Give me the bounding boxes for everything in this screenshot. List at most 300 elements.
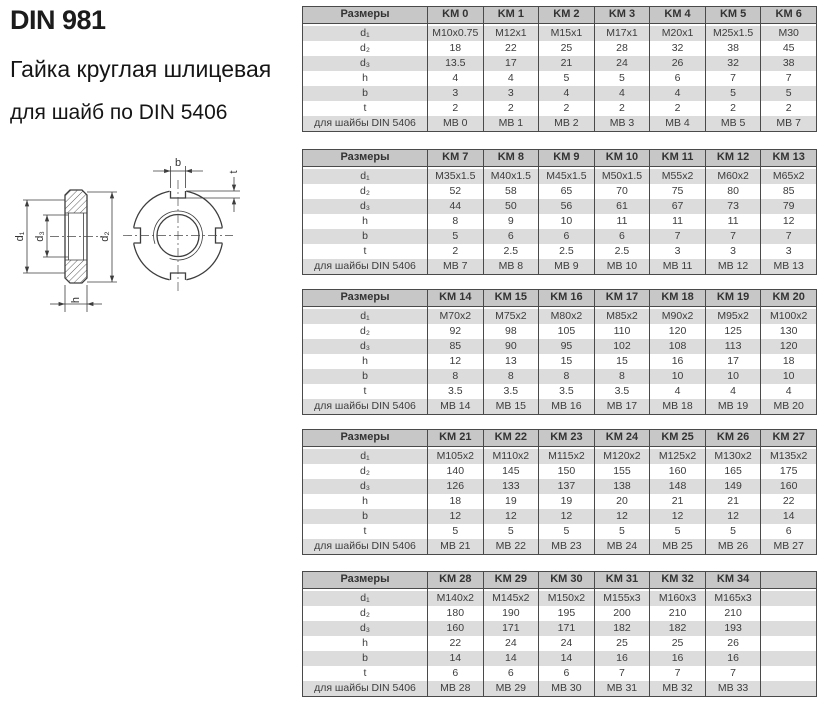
value-cell: M135x2 xyxy=(761,449,817,464)
header-row xyxy=(303,150,817,167)
dim-label-b: b xyxy=(174,157,182,169)
value-cell: M125x2 xyxy=(650,449,706,464)
value-cell: 160 xyxy=(650,464,706,479)
table-row xyxy=(303,681,817,697)
table-row xyxy=(303,116,817,132)
value-cell: 6 xyxy=(483,666,539,681)
row-label-cell: d₃ xyxy=(303,621,428,636)
value-cell: 12 xyxy=(761,214,817,229)
value-cell: 155 xyxy=(594,464,650,479)
value-cell: MB 27 xyxy=(761,539,817,555)
value-cell: MB 14 xyxy=(428,399,484,415)
value-cell: 3 xyxy=(761,244,817,259)
column-header-cell: KM 5 xyxy=(705,7,761,24)
value-cell: M155x3 xyxy=(594,591,650,606)
value-cell: 24 xyxy=(483,636,539,651)
header-row xyxy=(303,290,817,307)
value-cell: 79 xyxy=(761,199,817,214)
row-label-cell: d₂ xyxy=(303,324,428,339)
value-cell: 2 xyxy=(483,101,539,116)
value-cell: 5 xyxy=(594,524,650,539)
column-header-cell: KM 16 xyxy=(539,290,595,307)
value-cell: 6 xyxy=(650,71,706,86)
column-header-cell: Размеры xyxy=(303,572,428,589)
value-cell: 50 xyxy=(483,199,539,214)
value-cell: 113 xyxy=(705,339,761,354)
table-row xyxy=(303,244,817,259)
value-cell: MB 30 xyxy=(539,681,595,697)
value-cell: MB 23 xyxy=(539,539,595,555)
value-cell: 12 xyxy=(483,509,539,524)
row-label-cell: t xyxy=(303,666,428,681)
value-cell: MB 7 xyxy=(428,259,484,275)
value-cell: 67 xyxy=(650,199,706,214)
value-cell: 4 xyxy=(483,71,539,86)
value-cell: 4 xyxy=(428,71,484,86)
value-cell: MB 0 xyxy=(428,116,484,132)
value-cell: 85 xyxy=(761,184,817,199)
table-row xyxy=(303,184,817,199)
value-cell: 22 xyxy=(761,494,817,509)
value-cell: 10 xyxy=(761,369,817,384)
value-cell: MB 15 xyxy=(483,399,539,415)
value-cell: M165x3 xyxy=(705,591,761,606)
value-cell: M60x2 xyxy=(705,169,761,184)
value-cell: M75x2 xyxy=(483,309,539,324)
table-row xyxy=(303,259,817,275)
value-cell: 12 xyxy=(428,354,484,369)
value-cell: 24 xyxy=(539,636,595,651)
row-label-cell: d₁ xyxy=(303,591,428,606)
table-row xyxy=(303,464,817,479)
value-cell: M35x1.5 xyxy=(428,169,484,184)
value-cell: 7 xyxy=(761,71,817,86)
value-cell: 8 xyxy=(539,369,595,384)
value-cell: 5 xyxy=(594,71,650,86)
value-cell: MB 9 xyxy=(539,259,595,275)
value-cell: 5 xyxy=(761,86,817,101)
column-header-cell: KM 29 xyxy=(483,572,539,589)
value-cell: M65x2 xyxy=(761,169,817,184)
row-label-cell: d₂ xyxy=(303,464,428,479)
table-row xyxy=(303,494,817,509)
value-cell: 11 xyxy=(594,214,650,229)
value-cell: 25 xyxy=(539,41,595,56)
value-cell: 2 xyxy=(705,101,761,116)
value-cell: 4 xyxy=(650,86,706,101)
value-cell: 17 xyxy=(483,56,539,71)
table-row xyxy=(303,339,817,354)
row-label-cell: b xyxy=(303,509,428,524)
table-row xyxy=(303,591,817,606)
column-header-cell: KM 2 xyxy=(539,7,595,24)
column-header-cell: KM 8 xyxy=(483,150,539,167)
value-cell: 26 xyxy=(650,56,706,71)
value-cell: 4 xyxy=(594,86,650,101)
dimension-table-km0-km6 xyxy=(302,6,817,132)
value-cell xyxy=(761,606,817,621)
page-note: для шайб по DIN 5406 xyxy=(10,101,228,124)
value-cell: 182 xyxy=(650,621,706,636)
header-row xyxy=(303,7,817,24)
row-label-cell: для шайбы DIN 5406 xyxy=(303,399,428,415)
value-cell: M115x2 xyxy=(539,449,595,464)
value-cell: M100x2 xyxy=(761,309,817,324)
value-cell: M95x2 xyxy=(705,309,761,324)
value-cell: 6 xyxy=(483,229,539,244)
value-cell: 2.5 xyxy=(594,244,650,259)
value-cell: MB 2 xyxy=(539,116,595,132)
column-header-cell xyxy=(761,572,817,589)
value-cell: 10 xyxy=(539,214,595,229)
value-cell xyxy=(761,636,817,651)
value-cell: MB 29 xyxy=(483,681,539,697)
row-label-cell: для шайбы DIN 5406 xyxy=(303,116,428,132)
value-cell: 28 xyxy=(594,41,650,56)
dimension-table xyxy=(302,571,817,697)
value-cell: 25 xyxy=(594,636,650,651)
table-row xyxy=(303,309,817,324)
section-view xyxy=(14,190,117,312)
value-cell: 120 xyxy=(761,339,817,354)
value-cell: 12 xyxy=(539,509,595,524)
column-header-cell: KM 32 xyxy=(650,572,706,589)
technical-drawing xyxy=(0,140,300,330)
value-cell: 38 xyxy=(761,56,817,71)
value-cell: MB 3 xyxy=(594,116,650,132)
value-cell: 16 xyxy=(594,651,650,666)
value-cell xyxy=(761,591,817,606)
value-cell: 70 xyxy=(594,184,650,199)
value-cell: M50x1.5 xyxy=(594,169,650,184)
value-cell: 11 xyxy=(705,214,761,229)
row-label-cell: h xyxy=(303,71,428,86)
value-cell: 2 xyxy=(650,101,706,116)
dim-label-d3: d₃ xyxy=(34,231,46,242)
value-cell: 145 xyxy=(483,464,539,479)
value-cell: 14 xyxy=(428,651,484,666)
row-label-cell: h xyxy=(303,494,428,509)
value-cell: 3 xyxy=(428,86,484,101)
value-cell: MB 17 xyxy=(594,399,650,415)
column-header-cell: KM 11 xyxy=(650,150,706,167)
value-cell: M145x2 xyxy=(483,591,539,606)
column-header-cell: KM 21 xyxy=(428,430,484,447)
value-cell xyxy=(761,681,817,697)
value-cell: 4 xyxy=(539,86,595,101)
value-cell: 10 xyxy=(650,369,706,384)
value-cell: 6 xyxy=(539,229,595,244)
value-cell: MB 10 xyxy=(594,259,650,275)
column-header-cell: KM 25 xyxy=(650,430,706,447)
value-cell: 171 xyxy=(539,621,595,636)
value-cell: 5 xyxy=(705,86,761,101)
value-cell: M45x1.5 xyxy=(539,169,595,184)
row-label-cell: b xyxy=(303,651,428,666)
value-cell: 7 xyxy=(594,666,650,681)
value-cell: 7 xyxy=(705,666,761,681)
value-cell: MB 8 xyxy=(483,259,539,275)
value-cell: 160 xyxy=(428,621,484,636)
value-cell: MB 11 xyxy=(650,259,706,275)
column-header-cell: KM 31 xyxy=(594,572,650,589)
value-cell: 16 xyxy=(650,354,706,369)
column-header-cell: KM 13 xyxy=(761,150,817,167)
table-row xyxy=(303,369,817,384)
value-cell: M160x3 xyxy=(650,591,706,606)
table-row xyxy=(303,621,817,636)
value-cell: 14 xyxy=(483,651,539,666)
value-cell: 8 xyxy=(428,214,484,229)
value-cell: 7 xyxy=(705,71,761,86)
value-cell: 45 xyxy=(761,41,817,56)
value-cell: 20 xyxy=(594,494,650,509)
column-header-cell: KM 30 xyxy=(539,572,595,589)
table-row xyxy=(303,101,817,116)
value-cell: 14 xyxy=(761,509,817,524)
dim-label-d2: d₂ xyxy=(99,231,111,242)
value-cell: 4 xyxy=(650,384,706,399)
value-cell: 2 xyxy=(539,101,595,116)
row-label-cell: b xyxy=(303,229,428,244)
row-label-cell: d₃ xyxy=(303,56,428,71)
row-label-cell: d₃ xyxy=(303,479,428,494)
value-cell: M30 xyxy=(761,26,817,41)
value-cell: 138 xyxy=(594,479,650,494)
value-cell: 193 xyxy=(705,621,761,636)
column-header-cell: KM 6 xyxy=(761,7,817,24)
value-cell: M25x1.5 xyxy=(705,26,761,41)
value-cell: 7 xyxy=(650,229,706,244)
value-cell: 32 xyxy=(705,56,761,71)
column-header-cell: KM 18 xyxy=(650,290,706,307)
value-cell: 18 xyxy=(428,494,484,509)
row-label-cell: h xyxy=(303,354,428,369)
value-cell: 12 xyxy=(650,509,706,524)
dimension-table-km21-km27 xyxy=(302,429,817,555)
column-header-cell: KM 15 xyxy=(483,290,539,307)
value-cell: 200 xyxy=(594,606,650,621)
value-cell: MB 1 xyxy=(483,116,539,132)
value-cell: MB 20 xyxy=(761,399,817,415)
value-cell: 52 xyxy=(428,184,484,199)
table-row xyxy=(303,539,817,555)
row-label-cell: b xyxy=(303,86,428,101)
table-row xyxy=(303,479,817,494)
value-cell: 12 xyxy=(705,509,761,524)
value-cell: 18 xyxy=(428,41,484,56)
table-row xyxy=(303,384,817,399)
table-row xyxy=(303,666,817,681)
value-cell: 2.5 xyxy=(539,244,595,259)
value-cell: 148 xyxy=(650,479,706,494)
value-cell: 13 xyxy=(483,354,539,369)
value-cell: MB 7 xyxy=(761,116,817,132)
table-row xyxy=(303,509,817,524)
value-cell: 126 xyxy=(428,479,484,494)
value-cell: 133 xyxy=(483,479,539,494)
value-cell: 16 xyxy=(650,651,706,666)
page-title: DIN 981 xyxy=(10,5,106,35)
header-row xyxy=(303,430,817,447)
table-row xyxy=(303,354,817,369)
value-cell: M70x2 xyxy=(428,309,484,324)
value-cell: 160 xyxy=(761,479,817,494)
dimension-table xyxy=(302,149,817,275)
value-cell: 11 xyxy=(650,214,706,229)
value-cell: 22 xyxy=(483,41,539,56)
value-cell: 182 xyxy=(594,621,650,636)
value-cell: 8 xyxy=(594,369,650,384)
value-cell: 110 xyxy=(594,324,650,339)
value-cell: M17x1 xyxy=(594,26,650,41)
value-cell: MB 33 xyxy=(705,681,761,697)
value-cell: 58 xyxy=(483,184,539,199)
value-cell: 10 xyxy=(705,369,761,384)
value-cell: 5 xyxy=(539,71,595,86)
value-cell: 6 xyxy=(428,666,484,681)
value-cell: 9 xyxy=(483,214,539,229)
value-cell: MB 25 xyxy=(650,539,706,555)
value-cell: 3.5 xyxy=(594,384,650,399)
row-label-cell: t xyxy=(303,384,428,399)
dimension-table-km7-km13 xyxy=(302,149,817,275)
column-header-cell: KM 3 xyxy=(594,7,650,24)
value-cell: 5 xyxy=(428,524,484,539)
value-cell: 2 xyxy=(761,101,817,116)
row-label-cell: d₁ xyxy=(303,169,428,184)
table-row xyxy=(303,41,817,56)
table-row xyxy=(303,56,817,71)
dimension-table-km14-km20 xyxy=(302,289,817,415)
value-cell xyxy=(761,651,817,666)
row-label-cell: для шайбы DIN 5406 xyxy=(303,539,428,555)
value-cell: 15 xyxy=(539,354,595,369)
value-cell: 22 xyxy=(428,636,484,651)
value-cell: 13.5 xyxy=(428,56,484,71)
column-header-cell: KM 14 xyxy=(428,290,484,307)
value-cell: 21 xyxy=(650,494,706,509)
row-label-cell: d₂ xyxy=(303,41,428,56)
value-cell: 38 xyxy=(705,41,761,56)
value-cell: 195 xyxy=(539,606,595,621)
value-cell: 85 xyxy=(428,339,484,354)
value-cell: 8 xyxy=(483,369,539,384)
column-header-cell: KM 24 xyxy=(594,430,650,447)
hatch-bottom xyxy=(65,260,87,283)
dim-label-d1: d₁ xyxy=(14,231,26,242)
table-row xyxy=(303,229,817,244)
dimension-table xyxy=(302,289,817,415)
value-cell: 44 xyxy=(428,199,484,214)
column-header-cell: KM 10 xyxy=(594,150,650,167)
value-cell: 3.5 xyxy=(428,384,484,399)
value-cell: MB 18 xyxy=(650,399,706,415)
row-label-cell: h xyxy=(303,636,428,651)
row-label-cell: d₁ xyxy=(303,449,428,464)
value-cell: 130 xyxy=(761,324,817,339)
value-cell: M20x1 xyxy=(650,26,706,41)
value-cell: 25 xyxy=(650,636,706,651)
value-cell: 12 xyxy=(428,509,484,524)
table-row xyxy=(303,324,817,339)
value-cell: MB 19 xyxy=(705,399,761,415)
column-header-cell: KM 26 xyxy=(705,430,761,447)
column-header-cell: KM 27 xyxy=(761,430,817,447)
table-row xyxy=(303,606,817,621)
value-cell: 7 xyxy=(650,666,706,681)
value-cell: 17 xyxy=(705,354,761,369)
value-cell: 2 xyxy=(428,244,484,259)
value-cell: M55x2 xyxy=(650,169,706,184)
column-header-cell: KM 12 xyxy=(705,150,761,167)
value-cell: MB 16 xyxy=(539,399,595,415)
column-header-cell: KM 4 xyxy=(650,7,706,24)
value-cell: 4 xyxy=(761,384,817,399)
value-cell: MB 26 xyxy=(705,539,761,555)
value-cell: 149 xyxy=(705,479,761,494)
value-cell: 190 xyxy=(483,606,539,621)
row-label-cell: d₂ xyxy=(303,606,428,621)
value-cell: 7 xyxy=(761,229,817,244)
value-cell: 3 xyxy=(650,244,706,259)
value-cell xyxy=(761,666,817,681)
value-cell: 3.5 xyxy=(483,384,539,399)
column-header-cell: Размеры xyxy=(303,150,428,167)
value-cell: 180 xyxy=(428,606,484,621)
value-cell: M40x1.5 xyxy=(483,169,539,184)
table-row xyxy=(303,651,817,666)
value-cell: 2.5 xyxy=(483,244,539,259)
value-cell: 150 xyxy=(539,464,595,479)
value-cell: 165 xyxy=(705,464,761,479)
value-cell: 61 xyxy=(594,199,650,214)
row-label-cell: для шайбы DIN 5406 xyxy=(303,681,428,697)
page-subtitle: Гайка круглая шлицевая xyxy=(10,56,272,82)
value-cell: 19 xyxy=(539,494,595,509)
value-cell: M150x2 xyxy=(539,591,595,606)
value-cell: 6 xyxy=(761,524,817,539)
dimension-table xyxy=(302,6,817,132)
value-cell: 21 xyxy=(705,494,761,509)
value-cell: 171 xyxy=(483,621,539,636)
table-row xyxy=(303,449,817,464)
value-cell: 140 xyxy=(428,464,484,479)
value-cell: M105x2 xyxy=(428,449,484,464)
value-cell: M110x2 xyxy=(483,449,539,464)
row-label-cell: d₁ xyxy=(303,309,428,324)
value-cell: 5 xyxy=(483,524,539,539)
value-cell: 16 xyxy=(705,651,761,666)
value-cell: 175 xyxy=(761,464,817,479)
value-cell: 15 xyxy=(594,354,650,369)
value-cell: M12x1 xyxy=(483,26,539,41)
row-label-cell: d₂ xyxy=(303,184,428,199)
column-header-cell: KM 0 xyxy=(428,7,484,24)
row-label-cell: h xyxy=(303,214,428,229)
value-cell: 210 xyxy=(650,606,706,621)
value-cell: M80x2 xyxy=(539,309,595,324)
table-row xyxy=(303,636,817,651)
value-cell: 24 xyxy=(594,56,650,71)
dim-label-t: t xyxy=(228,170,240,174)
column-header-cell: KM 28 xyxy=(428,572,484,589)
value-cell: 3.5 xyxy=(539,384,595,399)
value-cell: MB 31 xyxy=(594,681,650,697)
row-label-cell: для шайбы DIN 5406 xyxy=(303,259,428,275)
value-cell: 5 xyxy=(705,524,761,539)
value-cell: 102 xyxy=(594,339,650,354)
